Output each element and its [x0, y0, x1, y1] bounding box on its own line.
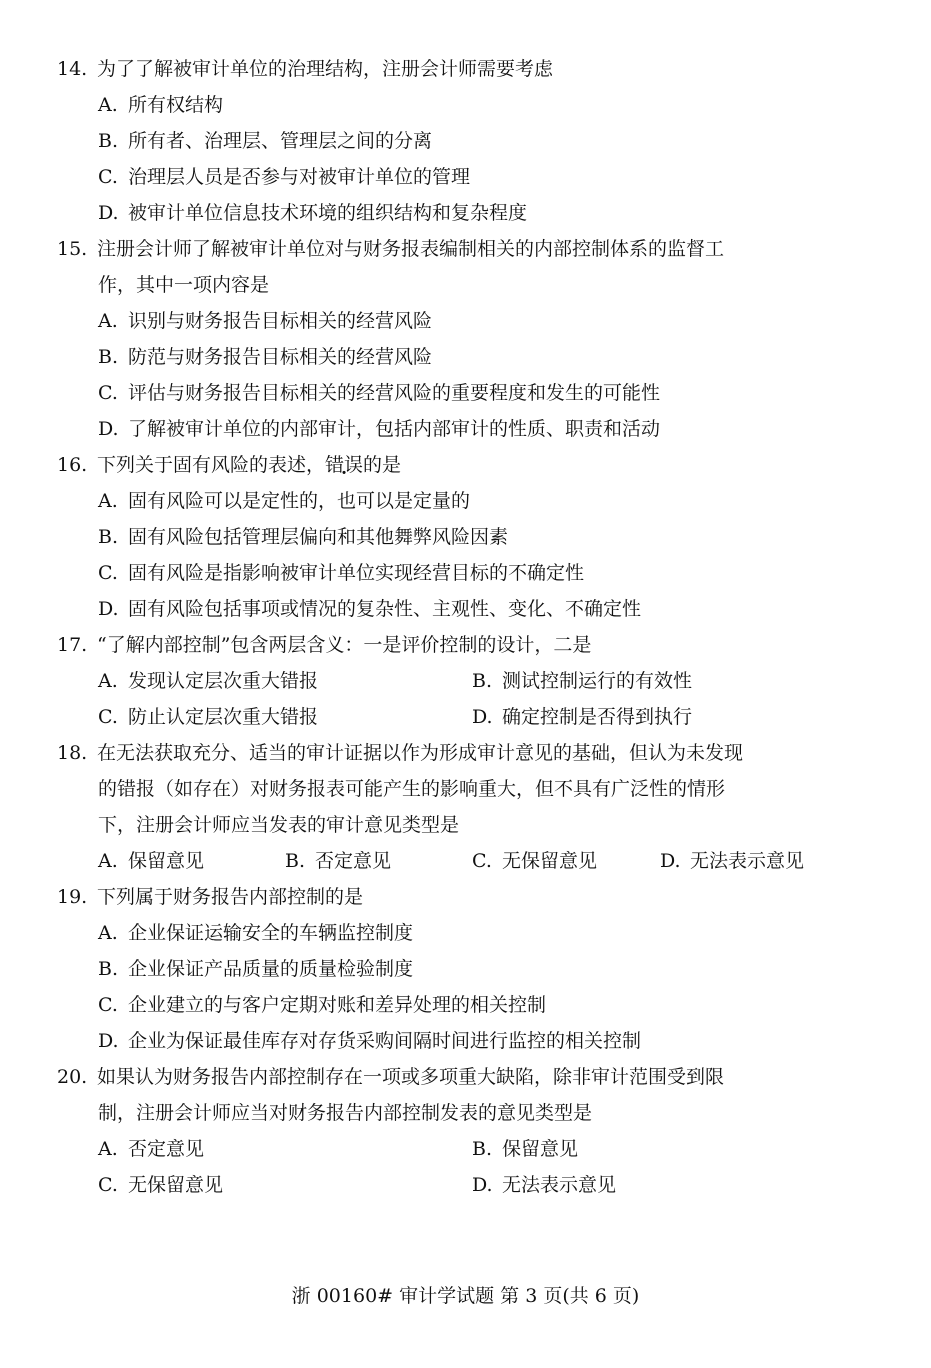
option-a: A. 发现认定层次重大错报: [98, 670, 319, 692]
question-number: 14.: [57, 58, 88, 80]
question-number: 15.: [57, 238, 88, 260]
option-d: D. 企业为保证最佳库存对存货采购间隔时间进行监控的相关控制: [98, 1030, 642, 1052]
question-stem: 15. 注册会计师了解被审计单位对与财务报表编制相关的内部控制体系的监督工: [57, 231, 724, 267]
option-a: A. 识别与财务报告目标相关的经营风险: [98, 310, 433, 332]
option-b: B. 测试控制运行的有效性: [472, 670, 693, 692]
question-stem: 14. 为了了解被审计单位的治理结构，注册会计师需要考虑: [57, 51, 553, 87]
option-b: B. 防范与财务报告目标相关的经营风险: [98, 346, 433, 368]
option-a: A. 否定意见: [98, 1138, 205, 1160]
question-stem-continuation: 下，注册会计师应当发表的审计意见类型是: [98, 814, 460, 836]
question-stem: 19. 下列属于财务报告内部控制的是: [57, 879, 363, 915]
question-stem: 17. “了解内部控制”包含两层含义：一是评价控制的设计，二是: [57, 627, 591, 663]
page-footer: 浙 00160# 审计学试题 第 3 页(共 6 页): [291, 1285, 640, 1307]
option-d: D. 无法表示意见: [660, 850, 805, 872]
option-d: D. 了解被审计单位的内部审计，包括内部审计的性质、职责和活动: [98, 418, 661, 440]
option-c: C. 评估与财务报告目标相关的经营风险的重要程度和发生的可能性: [98, 382, 661, 404]
question-stem-continuation: 作，其中一项内容是: [98, 274, 270, 296]
question-number: 17.: [57, 634, 88, 656]
question-stem: 16. 下列关于固有风险的表述，错误 ·的是: [57, 447, 401, 483]
question-stem: 18. 在无法获取充分、适当的审计证据以作为形成审计意见的基础，但认为未发现: [57, 735, 743, 771]
option-d: D. 被审计单位信息技术环境的组织结构和复杂程度: [98, 202, 528, 224]
option-d: D. 无法表示意见: [472, 1174, 617, 1196]
option-d: D. 固有风险包括事项或情况的复杂性、主观性、变化、不确定性: [98, 598, 642, 620]
emphasized-word: 错误 ·: [325, 447, 363, 483]
option-a: A. 固有风险可以是定性的，也可以是定量的: [98, 490, 471, 512]
option-b: B. 否定意见: [285, 850, 392, 872]
question-number: 19.: [57, 886, 88, 908]
option-a: A. 所有权结构: [98, 94, 224, 116]
question-number: 16.: [57, 454, 88, 476]
option-a: A. 保留意见: [98, 850, 205, 872]
option-c: C. 治理层人员是否参与对被审计单位的管理: [98, 166, 471, 188]
option-d: D. 确定控制是否得到执行: [472, 706, 693, 728]
question-stem: 20. 如果认为财务报告内部控制存在一项或多项重大缺陷，除非审计范围受到限: [57, 1059, 724, 1095]
question-stem-continuation: 制，注册会计师应当对财务报告内部控制发表的意见类型是: [98, 1102, 593, 1124]
option-c: C. 无保留意见: [472, 850, 598, 872]
option-c: C. 企业建立的与客户定期对账和差异处理的相关控制: [98, 994, 547, 1016]
question-number: 20.: [57, 1066, 88, 1088]
question-number: 18.: [57, 742, 88, 764]
option-b: B. 固有风险包括管理层偏向和其他舞弊风险因素: [98, 526, 509, 548]
option-b: B. 所有者、治理层、管理层之间的分离: [98, 130, 433, 152]
option-c: C. 防止认定层次重大错报: [98, 706, 319, 728]
question-stem-continuation: 的错报（如存在）对财务报表可能产生的影响重大，但不具有广泛性的情形: [98, 778, 726, 800]
option-c: C. 无保留意见: [98, 1174, 224, 1196]
option-a: A. 企业保证运输安全的车辆监控制度: [98, 922, 414, 944]
option-b: B. 保留意见: [472, 1138, 579, 1160]
option-c: C. 固有风险是指影响被审计单位实现经营目标的不确定性: [98, 562, 585, 584]
option-b: B. 企业保证产品质量的质量检验制度: [98, 958, 414, 980]
